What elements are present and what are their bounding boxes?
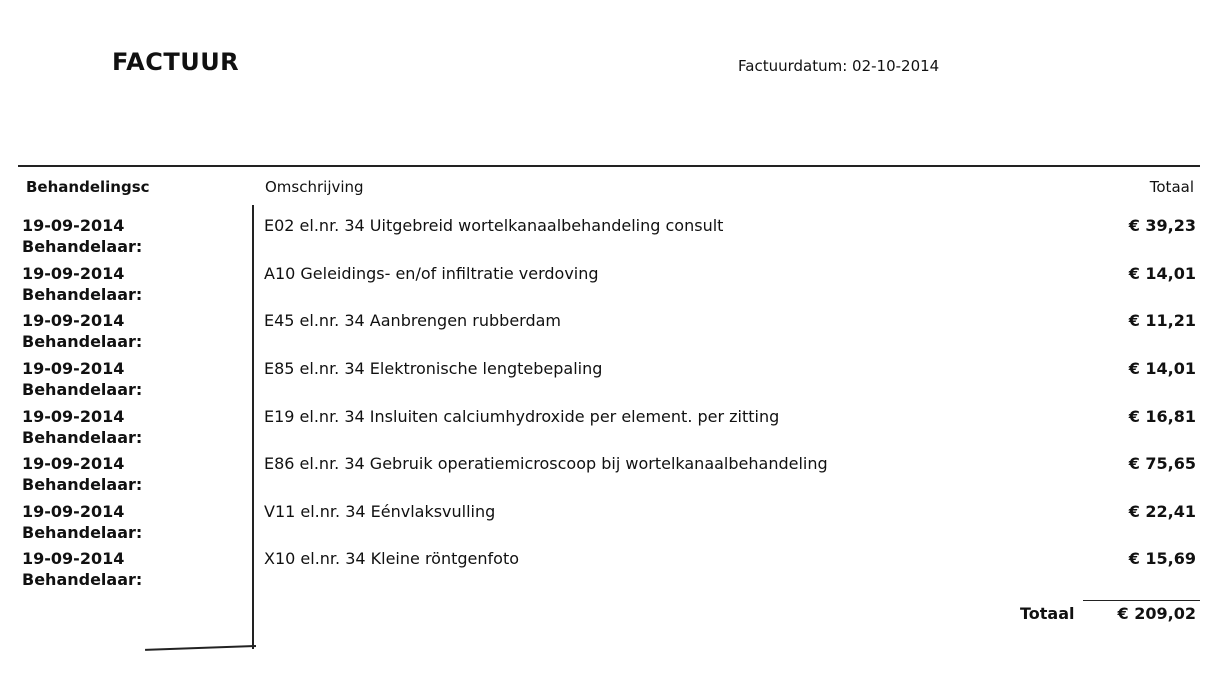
row-amount: € 75,65 xyxy=(1128,454,1196,473)
row-description: E45 el.nr. 34 Aanbrengen rubberdam xyxy=(264,311,561,330)
row-amount: € 14,01 xyxy=(1128,359,1196,378)
row-description: E85 el.nr. 34 Elektronische lengtebepaling xyxy=(264,359,603,378)
row-amount: € 15,69 xyxy=(1128,549,1196,568)
row-description: V11 el.nr. 34 Eénvlaksvulling xyxy=(264,502,496,521)
row-amount: € 22,41 xyxy=(1128,502,1196,521)
row-description: E19 el.nr. 34 Insluiten calciumhydroxide per element. per zitting xyxy=(264,407,780,426)
row-date: 19-09-2014 xyxy=(22,264,125,283)
column-divider-hook xyxy=(145,645,256,651)
table-row xyxy=(0,454,1220,501)
table-row xyxy=(0,407,1220,454)
row-date: 19-09-2014 xyxy=(22,502,125,521)
column-header-code: Behandelingsc xyxy=(26,178,150,196)
row-practitioner: Behandelaar: xyxy=(22,523,143,542)
row-practitioner: Behandelaar: xyxy=(22,237,143,256)
column-header-total: Totaal xyxy=(1149,178,1194,196)
row-amount: € 11,21 xyxy=(1128,311,1196,330)
row-practitioner: Behandelaar: xyxy=(22,428,143,447)
row-date: 19-09-2014 xyxy=(22,454,125,473)
column-header-description: Omschrijving xyxy=(265,178,364,196)
total-divider xyxy=(1083,600,1200,601)
row-practitioner: Behandelaar: xyxy=(22,380,143,399)
total-label: Totaal xyxy=(1020,604,1075,623)
row-date: 19-09-2014 xyxy=(22,216,125,235)
header-divider xyxy=(18,165,1200,167)
total-value: € 209,02 xyxy=(1117,604,1196,623)
row-description: E02 el.nr. 34 Uitgebreid wortelkanaalbehandeling consult xyxy=(264,216,724,235)
invoice-date: Factuurdatum: 02-10-2014 xyxy=(738,57,940,75)
row-date: 19-09-2014 xyxy=(22,311,125,330)
table-row xyxy=(0,549,1220,596)
row-practitioner: Behandelaar: xyxy=(22,332,143,351)
row-date: 19-09-2014 xyxy=(22,407,125,426)
row-description: A10 Geleidings- en/of infiltratie verdoving xyxy=(264,264,599,283)
table-row xyxy=(0,216,1220,263)
row-practitioner: Behandelaar: xyxy=(22,475,143,494)
row-amount: € 16,81 xyxy=(1128,407,1196,426)
row-amount: € 14,01 xyxy=(1128,264,1196,283)
row-description: X10 el.nr. 34 Kleine röntgenfoto xyxy=(264,549,519,568)
row-description: E86 el.nr. 34 Gebruik operatiemicroscoop bij wortelkanaalbehandeling xyxy=(264,454,828,473)
table-row xyxy=(0,502,1220,549)
row-practitioner: Behandelaar: xyxy=(22,570,143,589)
row-practitioner: Behandelaar: xyxy=(22,285,143,304)
row-date: 19-09-2014 xyxy=(22,359,125,378)
table-row xyxy=(0,359,1220,406)
invoice-title: FACTUUR xyxy=(112,48,240,76)
row-amount: € 39,23 xyxy=(1128,216,1196,235)
table-row xyxy=(0,311,1220,358)
row-date: 19-09-2014 xyxy=(22,549,125,568)
table-row xyxy=(0,264,1220,311)
